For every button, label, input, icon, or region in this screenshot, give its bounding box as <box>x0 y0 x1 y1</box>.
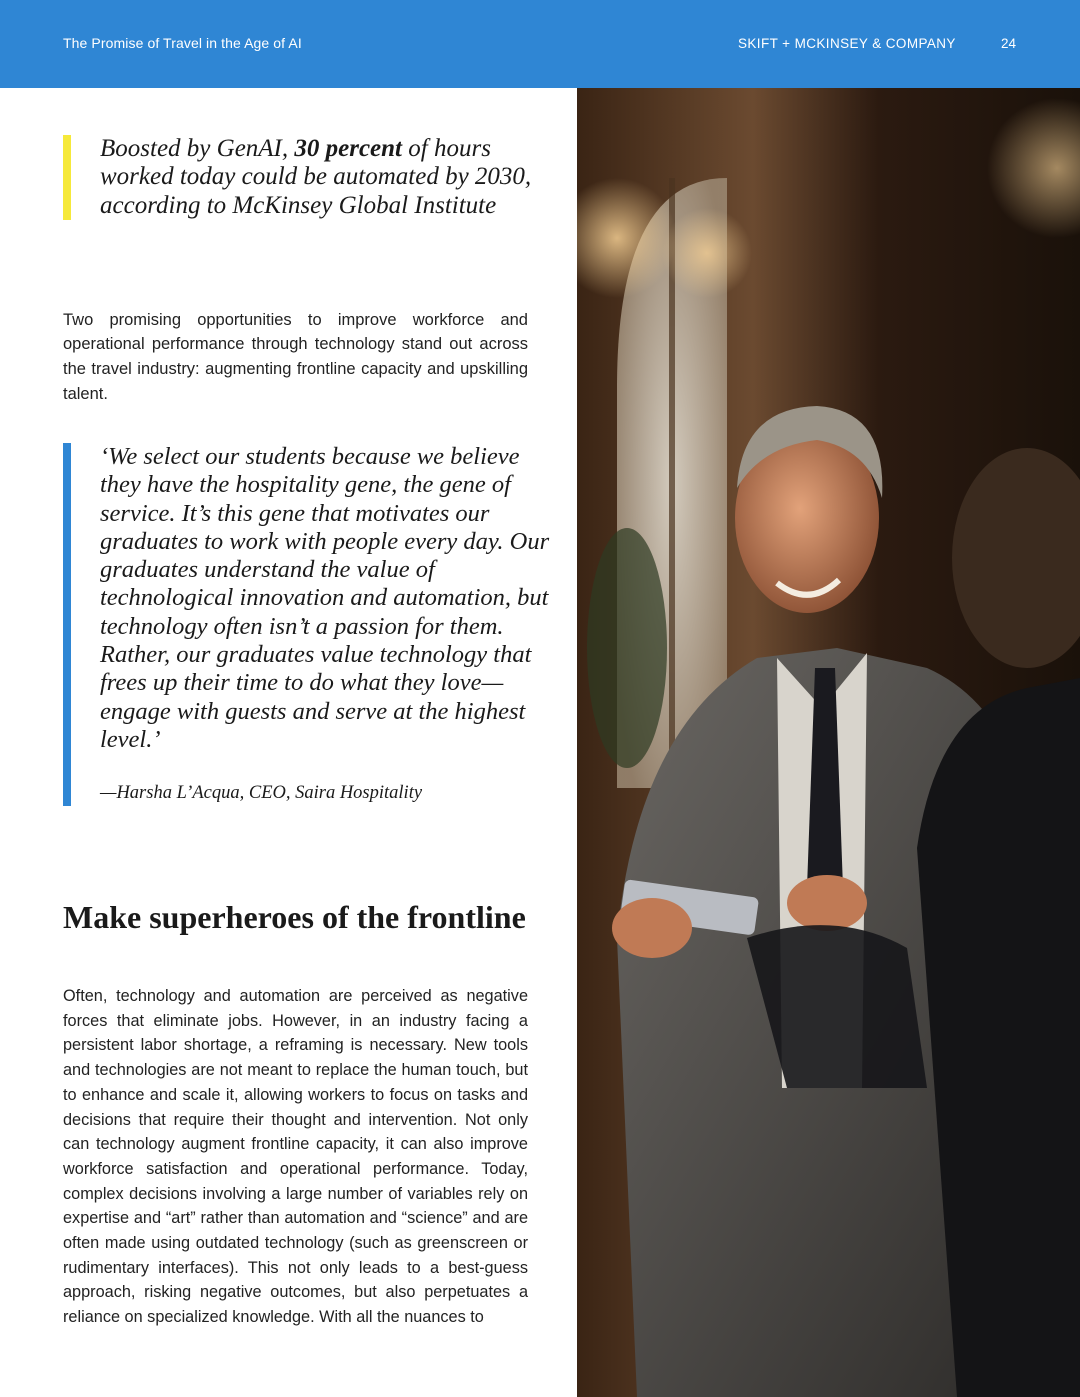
pull-quote <box>63 135 560 220</box>
page-header <box>0 0 1080 88</box>
intro-paragraph: Two promising opportunities to improve workforce and operational performance through technology stand out across the travel industry: augmenting frontline capacity and upskilling talent. <box>63 310 528 403</box>
testimonial-block <box>63 443 560 806</box>
publisher-label: SKIFT + MCKINSEY & COMPANY <box>738 36 956 51</box>
testimonial-attribution: —Harsha L’Acqua, CEO, Saira Hospitality <box>100 783 423 804</box>
document-title: The Promise of Travel in the Age of AI <box>63 35 302 51</box>
pull-quote-rest: of hours worked today could be automated by 2030, according to McKinsey Global Institute <box>100 135 532 219</box>
body-paragraph: Often, technology and automation are perceived as negative forces that eliminate jobs. However, in an industry facing a persistent labor shortage, a reframing is necessary. New tools and technologies are not meant to replace the human touch, but to enhance and scale it, allowing workers to focus on tasks and decisions that require their thought and intervention. Not only can technology augment frontline capacity, it can also improve workforce satisfaction and operational performance. Today, complex decisions involving a large number of variables rely on expertise and “art” rather than automation and “science” and are often made using outdated technology (such as greenscreen or rudimentary interfaces). This not only leads to a best-guess approach, risking negative outcomes, but also perpetuates a reliance on specialized knowledge. With all the nuances to <box>63 987 528 1327</box>
testimonial-quote: ‘We select our students because we believe they have the hospitality gene, the gene of service. It’s this gene that motivates our graduates to work with people every day. Our graduates understand the value of technological innovation and automation, but technology often isn’t a passion for them. Rather, our graduates value technology that frees up their time to do what they love—engage with guests and serve at the highest level.’ <box>100 443 550 753</box>
page-number: 24 <box>1001 36 1017 51</box>
pull-quote-lead: Boosted by GenAI, <box>100 135 295 162</box>
hotel-staff-photo <box>577 88 1080 1397</box>
section-heading: Make superheroes of the frontline <box>63 899 526 935</box>
photo-illustration <box>577 88 1080 1397</box>
pull-quote-emphasis: 30 percent <box>294 135 403 162</box>
